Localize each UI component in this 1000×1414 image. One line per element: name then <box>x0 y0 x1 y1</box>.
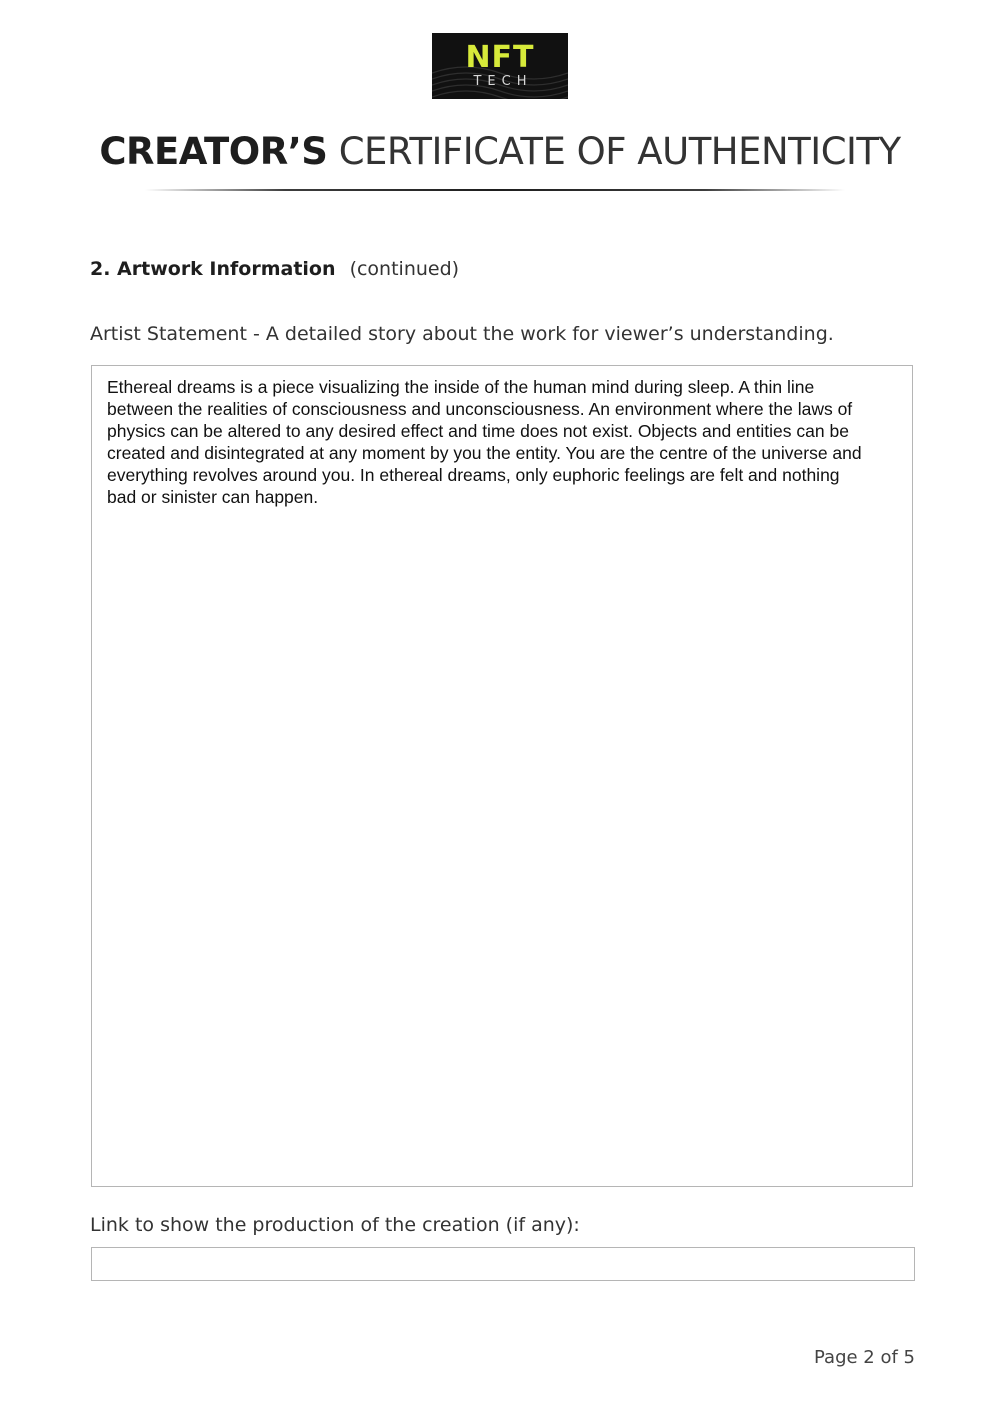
production-link-label: Link to show the production of the creation (if any): <box>90 1214 580 1236</box>
document-title <box>0 128 1000 176</box>
logo-wordmark: NFT <box>465 40 535 75</box>
artist-statement-label: Artist Statement - A detailed story about the work for viewer’s understanding. <box>90 323 834 345</box>
artist-statement-value: Ethereal dreams is a piece visualizing the inside of the human mind during sleep. A thin line between the realities of consciousness and unconsciousness. An environment where the laws of physics can be altered to any desired effect and time does not exist. Objects and entities can be created and disintegrated at any moment by you the entity. You are the centre of the universe and everything revolves around you. In ethereal dreams, only euphoric feelings are felt and nothing bad or sinister can happen. <box>107 377 862 507</box>
nft-tech-logo <box>432 33 568 99</box>
document-title-bold: CREATOR’S <box>99 130 328 173</box>
section-note: (continued) <box>349 258 460 280</box>
page-number: Page 2 of 5 <box>814 1347 915 1368</box>
title-divider <box>145 189 845 191</box>
section-title: 2. Artwork Information <box>90 258 336 280</box>
section-heading <box>90 257 459 281</box>
artist-statement-field[interactable] <box>91 365 913 1187</box>
production-link-field[interactable] <box>91 1247 915 1281</box>
document-title-light: CERTIFICATE OF AUTHENTICITY <box>338 130 901 173</box>
logo-subtitle: TECH <box>473 74 533 89</box>
